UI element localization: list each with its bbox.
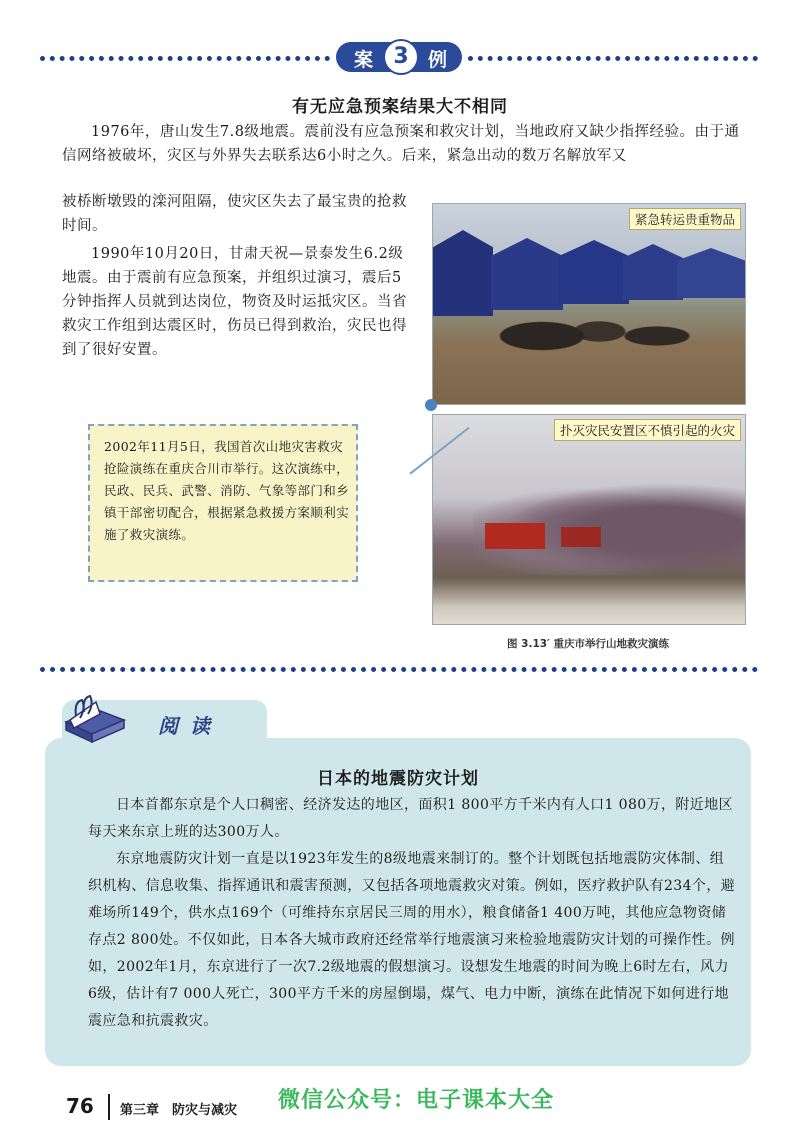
case-title: 有无应急预案结果大不相同 [292, 97, 508, 117]
page-number: 76 [66, 1094, 94, 1118]
photo-firefighting [432, 414, 746, 625]
reading-tab-label: 阅读 [158, 714, 222, 738]
fire-truck [485, 523, 545, 549]
case-badge [336, 42, 462, 72]
chapter-label: 第三章 防灾与减灾 [120, 1103, 238, 1118]
middle-dotted-rule [40, 667, 758, 672]
reading-paragraph-1: 日本首都东京是个人口稠密、经济发达的地区，面积1 800平方千米内有人口1 080万，附近地区每天来东京上班的达300万人。 [88, 797, 733, 840]
footer-divider [108, 1094, 110, 1120]
reading-paragraph-2: 东京地震防灾计划一直是以1923年发生的8级地震来制订的。整个计划既包括地震防灾体制、组织机构、信息收集、指挥通讯和震害预测，又包括各项地震救灾对策。例如，医疗救护队有234个，避难场所149个，供水点169个（可维持东京居民三周的用水），粮食储备1 400万吨，其他应急物资储存点2 800处。不仅如此，日本各大城市政府还经常举行地震演习来检验地震防灾计划的可操作性。例如，2002年1月，东京进行了一次7.2级地震的假想演习。设想发生地震的时间为晚上6时左右，风力6级，估计有7 000人死亡，300平方千米的房屋倒塌，煤气、电力中断，演练在此情况下如何进行地震应急和抗震救灾。 [88, 851, 736, 1029]
case-paragraph-1-continued: 被桥断墩毁的滦河阻隔，使灾区失去了最宝贵的抢救时间。 [62, 194, 407, 234]
top-dotted-rule-right [468, 56, 758, 61]
figure-caption: 图 3.13′ 重庆市举行山地救灾演练 [507, 638, 669, 650]
case-badge-number: 3 [383, 39, 419, 75]
note-box [88, 424, 358, 582]
reading-title: 日本的地震防灾计划 [317, 769, 479, 789]
watermark-text: 微信公众号：电子课本大全 [278, 1088, 555, 1113]
book-icon [60, 692, 130, 744]
photo-transport-valuables [432, 203, 746, 405]
case-badge-left: 案 [354, 49, 374, 71]
note-text: 2002年11月5日，我国首次山地灾害救灾抢险演练在重庆合川市举行。这次演练中，民政、民兵、武警、消防、气象等部门和乡镇干部密切配合，根据紧急救援方案顺利实施了救灾演练。 [104, 439, 350, 542]
people-silhouette [473, 282, 703, 372]
case-paragraph-1: 1976年，唐山发生7.8级地震。震前没有应急预案和救灾计划，当地政府又缺少指挥经验。由于通信网络被破坏，灾区与外界失去联系达6小时之久。后来，紧急出动的数万名解放军又 [62, 124, 740, 164]
fire-truck [561, 527, 601, 547]
case-badge-right: 例 [428, 49, 448, 71]
case-paragraph-2: 1990年10月20日，甘肃天祝—景泰发生6.2级地震。由于震前有应急预案，并组织过演习，震后5分钟指挥人员就到达岗位，物资及时运抵灾区。当省救灾工作组到达震区时，伤员已得到救治，灾民也得到了很好安置。 [62, 246, 407, 358]
callout-node [425, 399, 437, 411]
photo1-label: 紧急转运贵重物品 [629, 208, 741, 230]
photo2-label: 扑灭灾民安置区不慎引起的火灾 [554, 419, 741, 441]
top-dotted-rule-left [40, 56, 330, 61]
